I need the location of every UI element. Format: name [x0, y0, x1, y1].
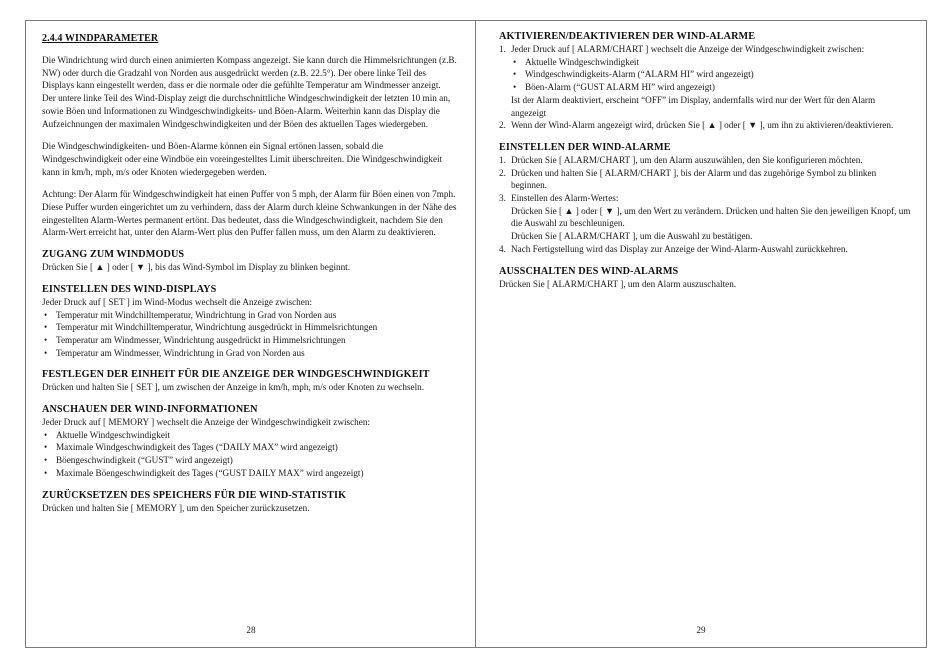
step-text: Drücken Sie [ ALARM/CHART ], um den Alarm auszuwählen, den Sie konfigurieren möchten.	[511, 154, 863, 165]
heading-aktivieren-wind-alarme: AKTIVIEREN/DEAKTIVIEREN DER WIND-ALARME	[499, 31, 756, 42]
heading-einstellen-wind-display: EINSTELLEN DES WIND-DISPLAYS	[42, 283, 217, 295]
list-item: • Maximale Windgeschwindigkeit des Tages (“DAILY MAX” wird angezeigt)	[42, 441, 460, 454]
note-paragraph: Achtung: Der Alarm für Windgeschwindigkeit hat einen Puffer von 5 mph, der Alarm für Böen einen von 7mph. Diese Puffer wurden eingerichtet um zu verhindern, dass der Alarm durch kleine Schwankungen in der Nähe des eingestellten Alarm-Wertes permanent ertönt. Das bedeutet, dass die Windgeschwindigkeit, nachdem Sie den Alarm-Wert erreicht hat, unter den Alarm-Wert plus den Puffer fallen muss, um den Alarm zu deaktivieren.	[42, 189, 457, 238]
list-alarm-display-modes	[511, 56, 912, 94]
list-item: • Maximale Böengeschwindigkeit des Tages (“GUST DAILY MAX” wird angezeigt)	[42, 467, 460, 480]
step-text: Einstellen des Alarm-Wertes:	[511, 193, 619, 204]
list-wind-informationen	[42, 429, 460, 480]
step-text: Drücken Sie [ ALARM/CHART ], um die Auswahl zu bestätigen.	[511, 231, 753, 242]
heading-einheit-windgeschwindigkeit: FESTLEGEN DER EINHEIT FÜR DIE ANZEIGE DER WINDGESCHWINDIGKEIT	[42, 369, 430, 381]
intro-paragraph-2: Der untere linke Teil des Wind-Display zeigt die durchschnittliche Windgeschwindigkeit der letzten 10 min an, sowie Böen und Informationen zu Windgeschwindigkeits- und Böen-Alarm. Weiterhin kann das Display die Aufzeichnungen der maximalen Windgeschwindigkeiten und der Böen des aktuellen Tages wiedergeben.	[42, 93, 451, 129]
list-item: • Temperatur am Windmesser, Windrichtung ausgedrückt in Himmelsrichtungen	[42, 334, 460, 347]
text-speicher-zuruecksetzen: Drücken und halten Sie [ MEMORY ], um den Speicher zurückzusetzen.	[42, 502, 310, 513]
heading-wind-informationen: ANSCHAUEN DER WIND-INFORMATIONEN	[42, 404, 258, 416]
section-heading-windparameter: 2.4.4 WINDPARAMETER	[42, 33, 159, 44]
heading-zugang-windmodus: ZUGANG ZUM WINDMODUS	[42, 249, 185, 261]
text-einstellen-wind-display: Jeder Druck auf [ SET ] im Wind-Modus wechselt die Anzeige zwischen:	[42, 296, 312, 307]
list-item: • Böen-Alarm (“GUST ALARM HI” wird angezeigt)	[511, 81, 912, 94]
step-text: Drücken und halten Sie [ ALARM/CHART ], bis der Alarm und das zugehörige Symbol zu blinken beginnen.	[511, 167, 877, 191]
text-zugang-windmodus: Drücken Sie [ ▲ ] oder [ ▼ ], bis das Wind-Symbol im Display zu blinken beginnt.	[42, 262, 351, 273]
left-page-content	[42, 29, 460, 514]
step-text: Jeder Druck auf [ ALARM/CHART ] wechselt die Anzeige der Windgeschwindigkeit zwischen:	[511, 44, 865, 54]
list-item	[499, 243, 912, 256]
step-number: 3.	[499, 193, 506, 204]
right-page	[475, 20, 927, 648]
text-wind-informationen: Jeder Druck auf [ MEMORY ] wechselt die Anzeige der Windgeschwindigkeit zwischen:	[42, 417, 370, 428]
list-item: • Böengeschwindigkeit (“GUST” wird angezeigt)	[42, 454, 460, 467]
step-number: 1.	[499, 44, 506, 54]
list-item	[499, 154, 912, 167]
list-item: • Aktuelle Windgeschwindigkeit	[511, 56, 912, 69]
list-item	[499, 43, 912, 119]
list-einstellen-steps	[499, 154, 912, 256]
step-text: Nach Fertigstellung wird das Display zur Anzeige der Wind-Alarm-Auswahl zurückkehren.	[511, 243, 848, 254]
list-item: • Temperatur am Windmesser, Windrichtung in Grad von Norden aus	[42, 347, 460, 360]
text-ausschalten-wind-alarm: Drücken Sie [ ALARM/CHART ], um den Alarm auszuschalten.	[499, 278, 737, 289]
list-item	[499, 119, 912, 132]
step-number: 1.	[499, 154, 506, 165]
list-item: • Aktuelle Windgeschwindigkeit	[42, 429, 460, 442]
step-note: Ist der Alarm deaktiviert, erscheint “OFF” im Display, andernfalls wird nur der Wert für den Alarm angezeigt	[511, 94, 876, 118]
list-item: • Temperatur mit Windchilltemperatur, Windrichtung ausgedrückt in Himmelsrichtungen	[42, 321, 460, 334]
list-item	[499, 167, 912, 192]
list-wind-display-modes	[42, 309, 460, 360]
heading-ausschalten-wind-alarm: AUSSCHALTEN DES WIND-ALARMS	[499, 265, 679, 277]
left-page	[25, 20, 477, 648]
alarm-paragraph: Die Windgeschwindigkeiten- und Böen-Alarme können ein Signal ertönen lassen, sobald die Windgeschwindigkeit oder eine Windböe ein voreingestelltes Limit überschreiten. Die Windgeschwindigkeit kann in km/h, mph, m/s oder Knoten wiedergegeben werden.	[42, 141, 443, 177]
step-text: Wenn der Wind-Alarm angezeigt wird, drücken Sie [ ▲ ] oder [ ▼ ], um ihn zu aktivieren/deaktivieren.	[511, 120, 894, 131]
list-item: • Windgeschwindigkeits-Alarm (“ALARM HI” wird angezeigt)	[511, 68, 912, 81]
list-item: • Temperatur mit Windchilltemperatur, Windrichtung in Grad von Norden aus	[42, 309, 460, 322]
step-text: Drücken Sie [ ▲ ] oder [ ▼ ], um den Wert zu verändern. Drücken und halten Sie den jeweiligen Knopf, um die Auswahl zu beschleunigen.	[511, 205, 911, 229]
heading-einstellen-wind-alarme: EINSTELLEN DER WIND-ALARME	[499, 141, 671, 153]
list-aktivieren-steps	[499, 43, 912, 132]
list-item	[499, 192, 912, 243]
step-number: 2.	[499, 120, 506, 131]
heading-speicher-zuruecksetzen: ZURÜCKSETZEN DES SPEICHERS FÜR DIE WIND-STATISTIK	[42, 489, 347, 501]
page-number: 29	[696, 625, 706, 635]
page-number: 28	[246, 625, 256, 635]
text-einheit-windgeschwindigkeit: Drücken und halten Sie [ SET ], um zwischen der Anzeige in km/h, mph, m/s oder Knoten zu wechseln.	[42, 382, 425, 393]
intro-paragraph-1: Die Windrichtung wird durch einen animierten Kompass angezeigt. Sie kann durch die Himmelsrichtungen (z.B. NW) oder durch die Gradzahl von Norden aus ausgedrückt werden (z.B. 22.5°). Der obere linke Teil des Displays kann eingestellt werden, dass er die normale oder die gefühlte Temperatur am Windmesser anzeigt.	[42, 55, 457, 91]
right-page-content	[499, 29, 912, 290]
step-number: 2.	[499, 167, 506, 178]
step-number: 4.	[499, 243, 506, 254]
